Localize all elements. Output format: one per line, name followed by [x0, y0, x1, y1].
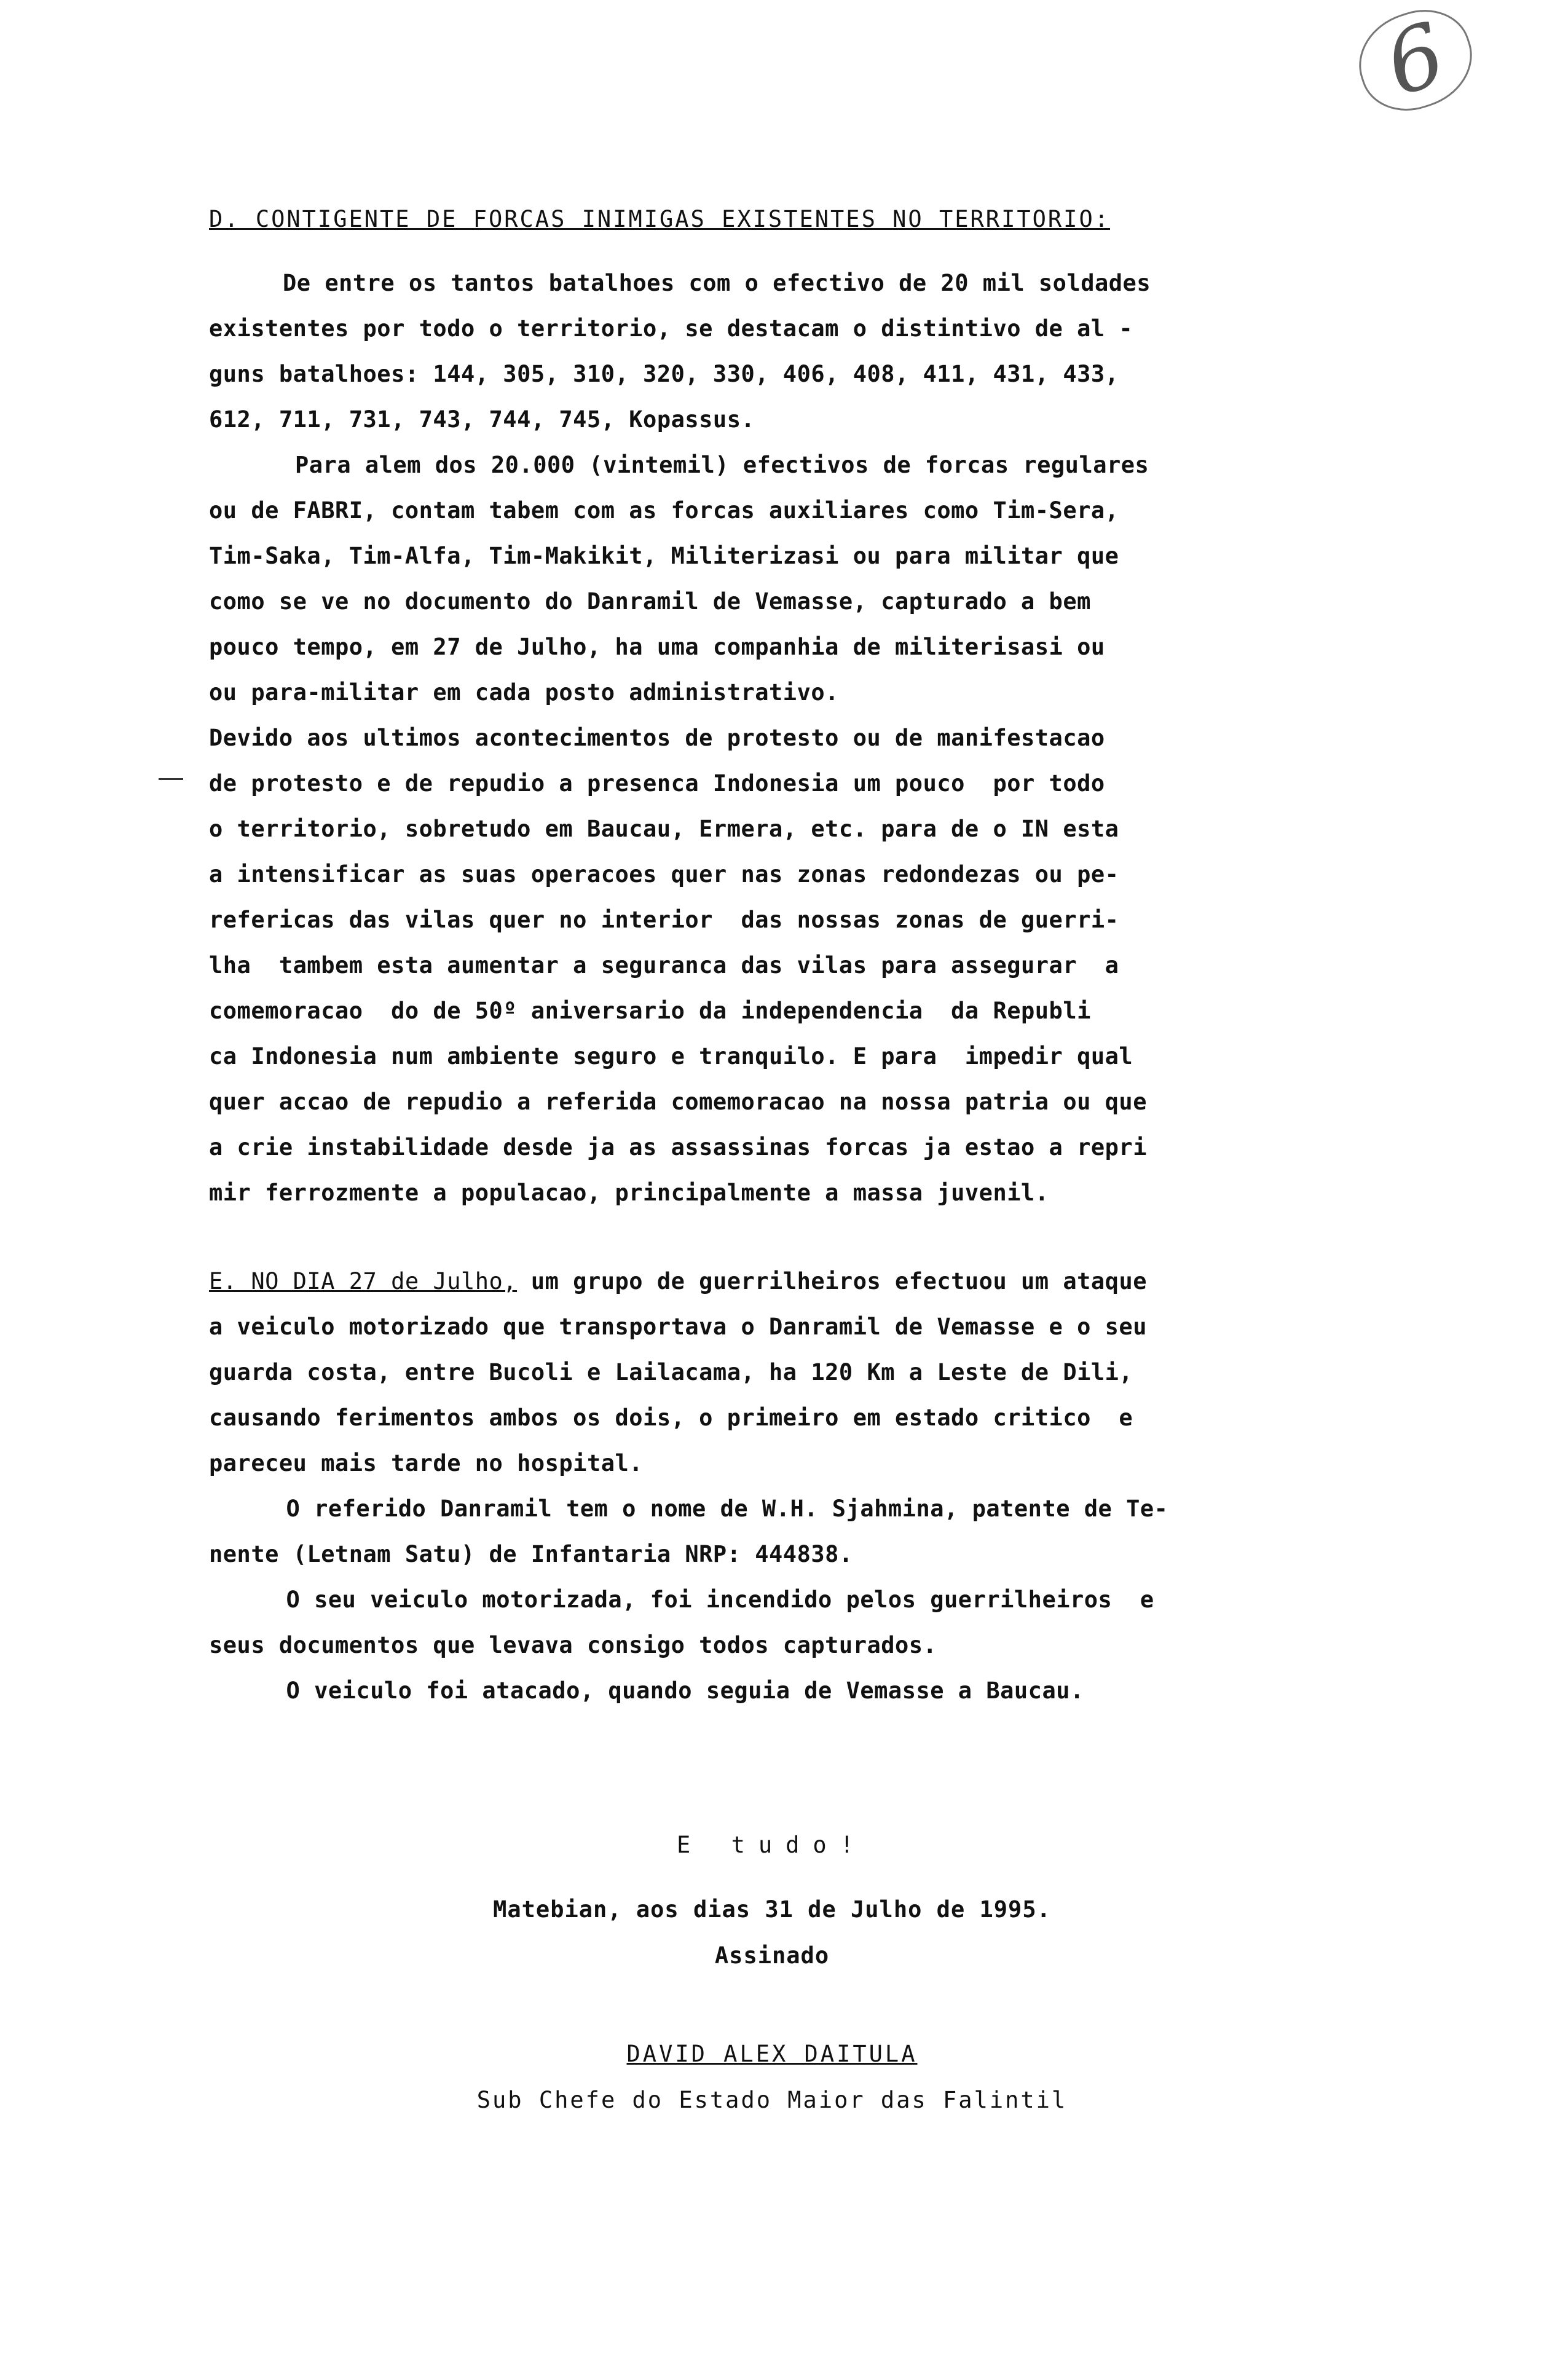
paragraph-line: a crie instabilidade desde ja as assassinas forcas ja estao a repri — [209, 1134, 1147, 1160]
paragraph-line: lha tambem esta aumentar a seguranca das vilas para assegurar a — [209, 952, 1119, 979]
paragraph-line: como se ve no documento do Danramil de Vemasse, capturado a bem — [209, 588, 1091, 615]
signatory-role: Sub Chefe do Estado Maior das Falintil — [476, 2087, 1068, 2113]
paragraph-line: comemoracao do de 50º aniversario da independencia da Republi — [209, 998, 1091, 1024]
paragraph-line: quer accao de repudio a referida comemoracao na nossa patria ou que — [209, 1089, 1147, 1115]
document-body — [209, 197, 1463, 1714]
paragraph-line: O referido Danramil tem o nome de W.H. Sjahmina, patente de Te- — [258, 1495, 1168, 1522]
section-e-first-line — [209, 1259, 1463, 1304]
paragraph-line: 612, 711, 731, 743, 744, 745, Kopassus. — [209, 406, 755, 433]
paragraph-line: O seu veiculo motorizada, foi incendido pelos guerrilheiros e — [258, 1586, 1154, 1613]
signed-label: Assinado — [714, 1942, 830, 1969]
paragraph-line: mir ferrozmente a populacao, principalmente a massa juvenil. — [209, 1180, 1049, 1206]
spacer — [209, 1216, 1463, 1259]
paragraph-line: De entre os tantos batalhoes com o efectivo de 20 mil soldades — [283, 270, 1151, 296]
place-date: Matebian, aos dias 31 de Julho de 1995. — [493, 1896, 1051, 1923]
paragraph-line: nente (Letnam Satu) de Infantaria NRP: 444838. — [209, 1541, 853, 1567]
paragraph-line: ou para-militar em cada posto administrativo. — [209, 679, 839, 706]
paragraph-line: guarda costa, entre Bucoli e Lailacama, ha 120 Km a Leste de Dili, — [209, 1359, 1133, 1385]
paragraph-line: ou de FABRI, contam tabem com as forcas auxiliares como Tim-Sera, — [209, 497, 1119, 524]
section-e-title: E. NO DIA 27 de Julho, — [209, 1268, 518, 1294]
paragraph-line: existentes por todo o territorio, se destacam o distintivo de al - — [209, 315, 1133, 342]
paragraph-line: pouco tempo, em 27 de Julho, ha uma companhia de militerisasi ou — [209, 634, 1105, 660]
paragraph-line: pareceu mais tarde no hospital. — [209, 1450, 644, 1476]
section-d-heading: D. CONTIGENTE DE FORCAS INIMIGAS EXISTENTES NO TERRITORIO: — [209, 206, 1111, 232]
paragraph-line: Devido aos ultimos acontecimentos de protesto ou de manifestacao — [209, 725, 1105, 751]
closing-tudo: E tudo! — [677, 1832, 867, 1858]
paragraph-line: um grupo de guerrilheiros efectuou um ataque — [517, 1268, 1147, 1294]
paragraph-line: de protesto e de repudio a presenca Indonesia um pouco por todo — [209, 770, 1105, 797]
paragraph-line: causando ferimentos ambos os dois, o primeiro em estado critico e — [209, 1405, 1133, 1431]
page-number: 6 — [1346, 0, 1484, 124]
paragraph-line: a intensificar as suas operacoes quer nas zonas redondezas ou pe- — [209, 861, 1119, 888]
paragraph-line: O veiculo foi atacado, quando seguia de Vemasse a Baucau. — [258, 1677, 1084, 1704]
paragraph-line: refericas das vilas quer no interior das nossas zonas de guerri- — [209, 907, 1119, 933]
margin-mark — [159, 778, 183, 780]
paragraph-line: seus documentos que levava consigo todos capturados. — [209, 1632, 937, 1658]
paragraph-line: ca Indonesia num ambiente seguro e tranquilo. E para impedir qual — [209, 1043, 1133, 1070]
signatory-name: DAVID ALEX DAITULA — [626, 2041, 918, 2067]
paragraph-line: guns batalhoes: 144, 305, 310, 320, 330, 406, 408, 411, 431, 433, — [209, 361, 1119, 387]
paragraph-line: a veiculo motorizado que transportava o Danramil de Vemasse e o seu — [209, 1314, 1147, 1340]
paragraph-line: Tim-Saka, Tim-Alfa, Tim-Makikit, Militerizasi ou para militar que — [209, 543, 1119, 569]
paragraph-line: o territorio, sobretudo em Baucau, Ermera, etc. para de o IN esta — [209, 816, 1119, 842]
paragraph-line: Para alem dos 20.000 (vintemil) efectivos de forcas regulares — [295, 452, 1149, 478]
